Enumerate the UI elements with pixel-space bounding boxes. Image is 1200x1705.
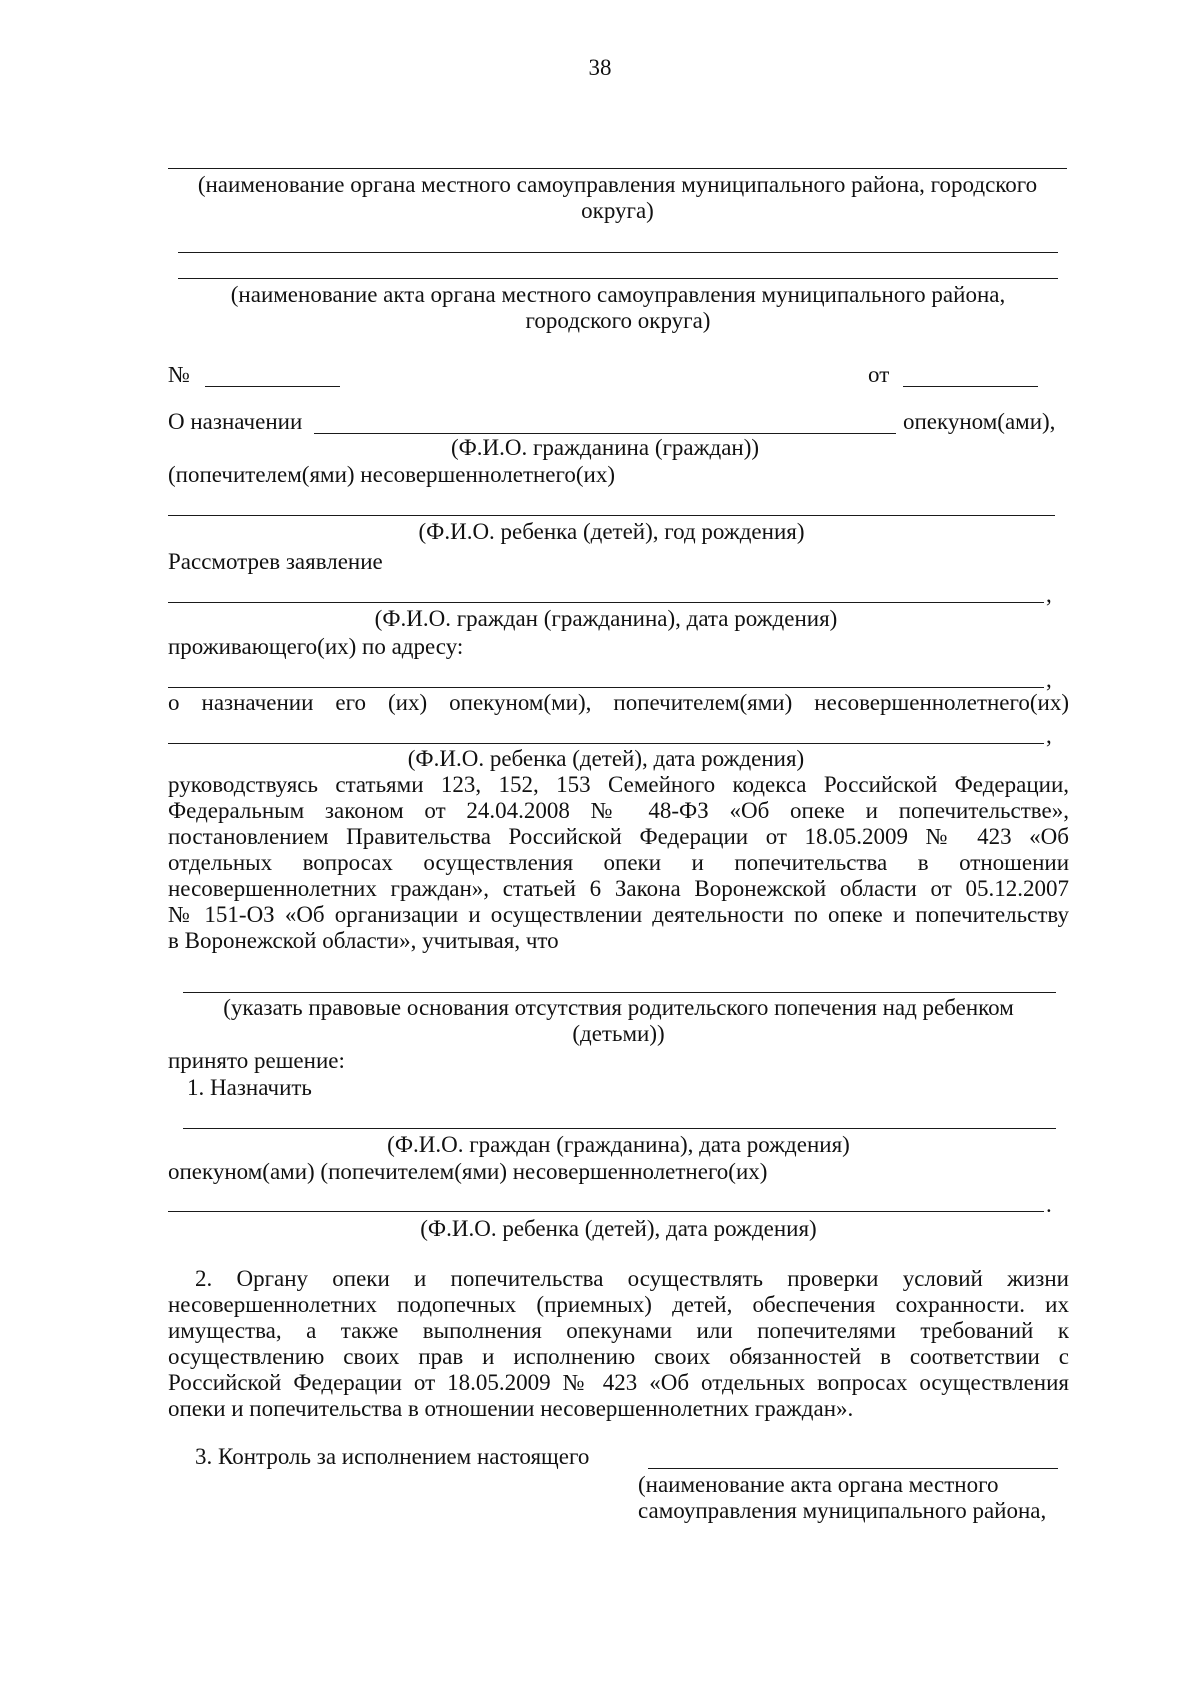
child-caption-2: (Ф.И.О. ребенка (детей), дата рождения)	[407, 746, 805, 771]
grounds-blank	[183, 992, 1056, 993]
item2-line: опеки и попечительства в отношении несовершеннолетних граждан».	[168, 1396, 854, 1421]
legal-basis-line: постановлением Правительства Российской Федерации от 18.05.2009 № 423 «Об	[168, 824, 1069, 849]
item1-label: 1. Назначить	[187, 1075, 312, 1100]
trustee-line: (попечителем(ями) несовершеннолетнего(их)	[168, 462, 616, 487]
comma: ,	[1046, 582, 1052, 607]
item2-line: 2. Органу опеки и попечительства осуществлять проверки условий жизни	[195, 1266, 1069, 1291]
legal-basis-line: отдельных вопросах осуществления опеки и попечительства в отношении	[168, 850, 1069, 875]
item3-caption-line2: самоуправления муниципального района,	[638, 1498, 1047, 1523]
act-name-blank-1	[178, 252, 1058, 253]
request-text: о назначении его (их) опекуном(ми), попечителем(ями) несовершеннолетнего(их)	[168, 690, 1069, 715]
comma: ,	[1046, 723, 1052, 748]
act-caption-line1: (наименование акта органа местного самоуправления муниципального района,	[230, 282, 1006, 307]
date-label: от	[868, 362, 890, 387]
page-number: 38	[588, 55, 612, 80]
item2-line: имущества, а также выполнения опекунами или попечителями требований к	[168, 1318, 1069, 1343]
citizen-caption: (Ф.И.О. гражданина (граждан))	[450, 435, 760, 460]
appointment-prefix: О назначении	[168, 409, 303, 434]
legal-basis-line: в Воронежской области», учитывая, что	[168, 928, 559, 953]
act-caption-line2: городского округа)	[525, 308, 711, 333]
consideration-label: Рассмотрев заявление	[168, 549, 383, 574]
request-line	[168, 690, 1069, 716]
legal-basis-line: руководствуясь статьями 123, 152, 153 Семейного кодекса Российской Федерации,	[168, 772, 1069, 797]
decision-label: принято решение:	[168, 1048, 345, 1073]
item2-line: осуществлению своих прав и исполнению своих обязанностей в соответствии с	[168, 1344, 1069, 1369]
appointee-caption: (Ф.И.О. граждан (гражданина), дата рождения)	[387, 1132, 850, 1157]
citizen-name-blank	[314, 433, 896, 434]
ward-caption: (Ф.И.О. ребенка (детей), дата рождения)	[420, 1216, 817, 1241]
address-blank	[168, 687, 1044, 688]
grounds-caption-line1: (указать правовые основания отсутствия родительского попечения над ребенком	[223, 995, 1014, 1020]
comma: ,	[1046, 667, 1052, 692]
grounds-caption-line2: (детьми))	[572, 1021, 665, 1046]
legal-basis-line: № 151-ОЗ «Об организации и осуществлении деятельности по опеке и попечительству	[168, 902, 1069, 927]
item2-paragraph	[168, 1266, 1069, 1422]
child-name-blank-2	[168, 743, 1044, 744]
appointment-suffix: опекуном(ами),	[903, 409, 1056, 434]
item2-line: несовершеннолетних подопечных (приемных) детей, обеспечения сохранности. их	[168, 1292, 1069, 1317]
child-name-blank	[168, 515, 1055, 516]
legal-basis-paragraph	[168, 772, 1069, 954]
legal-basis-line: Федеральным законом от 24.04.2008 № 48-ФЗ «Об опеке и попечительстве»,	[168, 798, 1069, 823]
control-act-blank	[648, 1468, 1058, 1469]
appointee-blank	[183, 1128, 1056, 1129]
item2-line: Российской Федерации от 18.05.2009 № 423 «Об отдельных вопросах осуществления	[168, 1370, 1069, 1395]
item3-label: 3. Контроль за исполнением настоящего	[195, 1444, 590, 1469]
number-blank	[205, 386, 340, 387]
role-line: опекуном(ами) (попечителем(ями) несовершеннолетнего(их)	[168, 1159, 768, 1184]
org-caption-line1: (наименование органа местного самоуправления муниципального района, городского	[197, 172, 1038, 197]
address-label: проживающего(их) по адресу:	[168, 634, 464, 659]
ward-blank	[168, 1211, 1044, 1212]
period: .	[1046, 1192, 1052, 1217]
org-name-blank	[168, 168, 1067, 169]
applicant-caption: (Ф.И.О. граждан (гражданина), дата рождения)	[374, 606, 838, 631]
number-label: №	[168, 362, 190, 387]
legal-basis-line: несовершеннолетних граждан», статьей 6 Закона Воронежской области от 05.12.2007	[168, 876, 1069, 901]
org-caption-line2: округа)	[581, 198, 654, 223]
act-name-blank-2	[178, 278, 1058, 279]
applicant-name-blank	[168, 602, 1044, 603]
item3-caption-line1: (наименование акта органа местного	[638, 1472, 999, 1497]
date-blank	[903, 386, 1038, 387]
child-caption: (Ф.И.О. ребенка (детей), год рождения)	[418, 519, 805, 544]
